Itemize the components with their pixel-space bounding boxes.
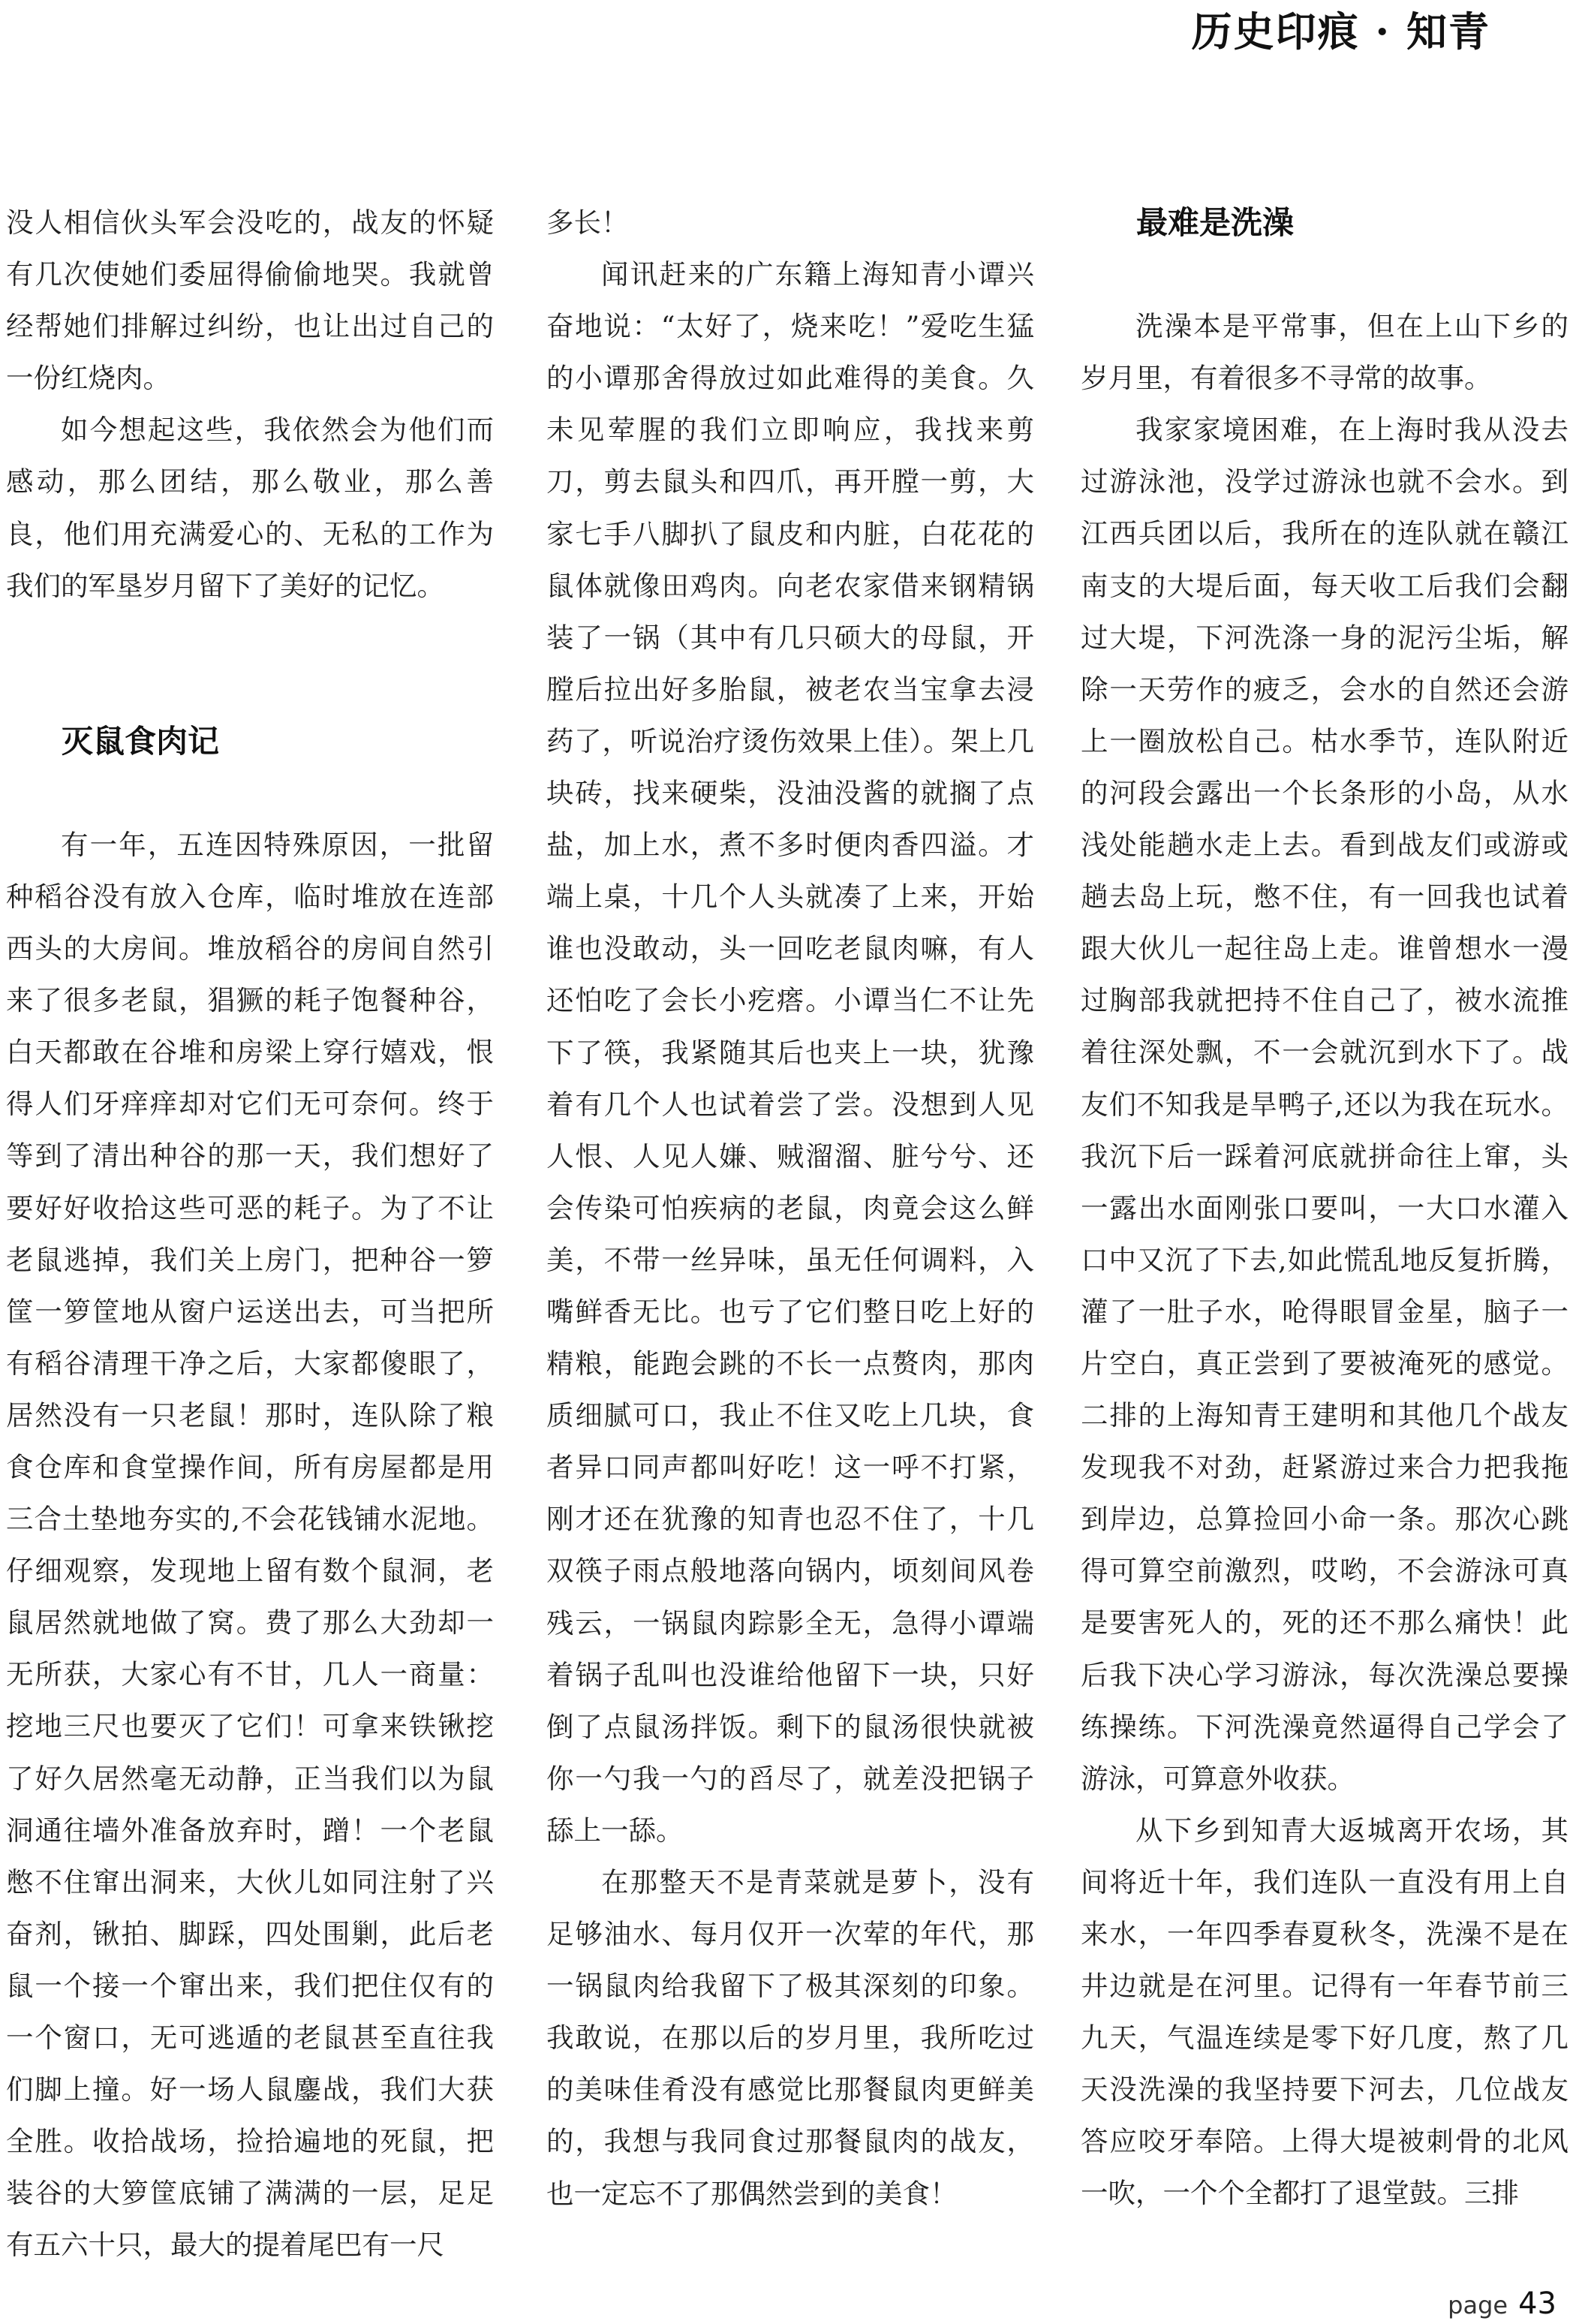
page-header: 历史印痕 · 知青	[1191, 8, 1490, 56]
paragraph: 从下乡到知青大返城离开农场，其间将近十年，我们连队一直没有用上自来水，一年四季春夏秋冬，洗澡不是在井边就是在河里。记得有一年春节前三九天，气温连续是零下好几度，熬了几天没洗澡的我坚持要下河去，几位战友答应咬牙奉陪。上得大堤被刺骨的北风一吹，一个个全都打了退堂鼓。三排	[1081, 1814, 1568, 2210]
paragraph: 洗澡本是平常事，但在上山下乡的岁月里，有着很多不寻常的故事。	[1081, 310, 1568, 395]
paragraph: 如今想起这些，我依然会为他们而感动，那么团结，那么敬业，那么善良，他们用充满爱心的、无私的工作为我们的军垦岁月留下了美好的记忆。	[6, 414, 494, 602]
paragraph: 闻讯赶来的广东籍上海知青小谭兴奋地说：“太好了，烧来吃！”爱吃生猛的小谭那舍得放过如此难得的美食。久未见荤腥的我们立即响应，我找来剪刀，剪去鼠头和四爪，再开膛一剪，大家七手八脚扒了鼠皮和内脏，白花花的鼠体就像田鸡肉。向老农家借来钢精锅装了一锅（其中有几只硕大的母鼠，开膛后拉出好多胎鼠，被老农当宝拿去浸药了，听说治疗烫伤效果上佳）。架上几块砖，找来硬柴，没油没酱的就搁了点盐，加上水，煮不多时便肉香四溢。才端上桌，十几个人头就凑了上来，开始谁也没敢动，头一回吃老鼠肉嘛，有人还怕吃了会长小疙瘩。小谭当仁不让先下了筷，我紧随其后也夹上一块，犹豫着有几个人也试着尝了尝。没想到人见人恨、人见人嫌、贼溜溜、脏兮兮、还会传染可怕疾病的老鼠，肉竟会这么鲜美，不带一丝异味，虽无任何调料，入嘴鲜香无比。也亏了它们整日吃上好的精粮，能跑会跳的不长一点赘肉，那肉质细腻可口，我止不住又吃上几块，食者异口同声都叫好吃！这一呼不打紧，刚才还在犹豫的知青也忍不住了，十几双筷子雨点般地落向锅内，顷刻间风卷残云，一锅鼠肉踪影全无，急得小谭端着锅子乱叫也没谁给他留下一块，只好倒了点鼠汤拌饭。剩下的鼠汤很快就被你一勺我一勺的舀尽了，就差没把锅子舔上一舔。	[546, 258, 1034, 1847]
paragraph: 多长！	[546, 206, 629, 239]
paragraph: 有一年，五连因特殊原因，一批留种稻谷没有放入仓库，临时堆放在连部西头的大房间。堆放稻谷的房间自然引来了很多老鼠，猖獗的耗子饱餐种谷，白天都敢在谷堆和房梁上穿行嬉戏，恨得人们牙痒痒却对它们无可奈何。终于等到了清出种谷的那一天，我们想好了要好好收拾这些可恶的耗子。为了不让老鼠逃掉，我们关上房门，把种谷一箩筐一箩筐地从窗户运送出去，可当把所有稻谷清理干净之后，大家都傻眼了，居然没有一只老鼠！那时，连队除了粮食仓库和食堂操作间，所有房屋都是用三合土垫地夯实的,不会花钱铺水泥地。仔细观察，发现地上留有数个鼠洞，老鼠居然就地做了窝。费了那么大劲却一无所获，大家心有不甘，几人一商量：挖地三尺也要灭了它们！可拿来铁锹挖了好久居然毫无动静，正当我们以为鼠洞通往墙外准备放弃时，蹭！一个老鼠憋不住窜出洞来，大伙儿如同注射了兴奋剂，锹拍、脚踩，四处围剿，此后老鼠一个接一个窜出来，我们把住仅有的一个窗口，无可逃遁的老鼠甚至直往我们脚上撞。好一场人鼠鏖战，我们大获全胜。收拾战场，捡拾遍地的死鼠，把装谷的大箩筐底铺了满满的一层，足足有五六十只，最大的提着尾巴有一尺	[6, 828, 494, 2262]
page-label: page	[1448, 2291, 1508, 2319]
text-column-2	[546, 197, 1034, 2220]
paragraph: 在那整天不是青菜就是萝卜，没有足够油水、每月仅开一次荤的年代，那一锅鼠肉给我留下了极其深刻的印象。我敢说，在那以后的岁月里，我所吃过的美味佳肴没有感觉比那餐鼠肉更鲜美的，我想与我同食过那餐鼠肉的战友，也一定忘不了那偶然尝到的美食！	[546, 1866, 1034, 2210]
text-column-3	[1081, 197, 1568, 2220]
text-column-1	[6, 197, 494, 2271]
paragraph: 没人相信伙头军会没吃的，战友的怀疑有几次使她们委屈得偷偷地哭。我就曾经帮她们排解过纠纷，也让出过自己的一份红烧肉。	[6, 206, 494, 395]
paragraph: 我家家境困难，在上海时我从没去过游泳池，没学过游泳也就不会水。到江西兵团以后，我所在的连队就在赣江南支的大堤后面，每天收工后我们会翻过大堤，下河洗涤一身的泥污尘垢，解除一天劳作的疲乏，会水的自然还会游上一圈放松自己。枯水季节，连队附近的河段会露出一个长条形的小岛，从水浅处能趟水走上去。看到战友们或游或趟去岛上玩，憋不住，有一回我也试着跟大伙儿一起往岛上走。谁曾想水一漫过胸部我就把持不住自己了，被水流推着往深处飘，不一会就沉到水下了。战友们不知我是旱鸭子,还以为我在玩水。我沉下后一踩着河底就拼命往上窜，头一露出水面刚张口要叫，一大口水灌入口中又沉了下去,如此慌乱地反复折腾，灌了一肚子水，呛得眼冒金星，脑子一片空白，真正尝到了要被淹死的感觉。二排的上海知青王建明和其他几个战友发现我不对劲，赶紧游过来合力把我拖到岸边，总算捡回小命一条。那次心跳得可算空前激烈，哎哟，不会游泳可真是要害死人的，死的还不那么痛快！此后我下决心学习游泳，每次洗澡总要操练操练。下河洗澡竟然逼得自己学会了游泳，可算意外收获。	[1081, 414, 1568, 1795]
section-title: 灭鼠食肉记	[62, 722, 220, 760]
section-title: 最难是洗澡	[1136, 204, 1295, 241]
page-number: 43	[1518, 2286, 1556, 2321]
page-footer	[1448, 2286, 1556, 2321]
